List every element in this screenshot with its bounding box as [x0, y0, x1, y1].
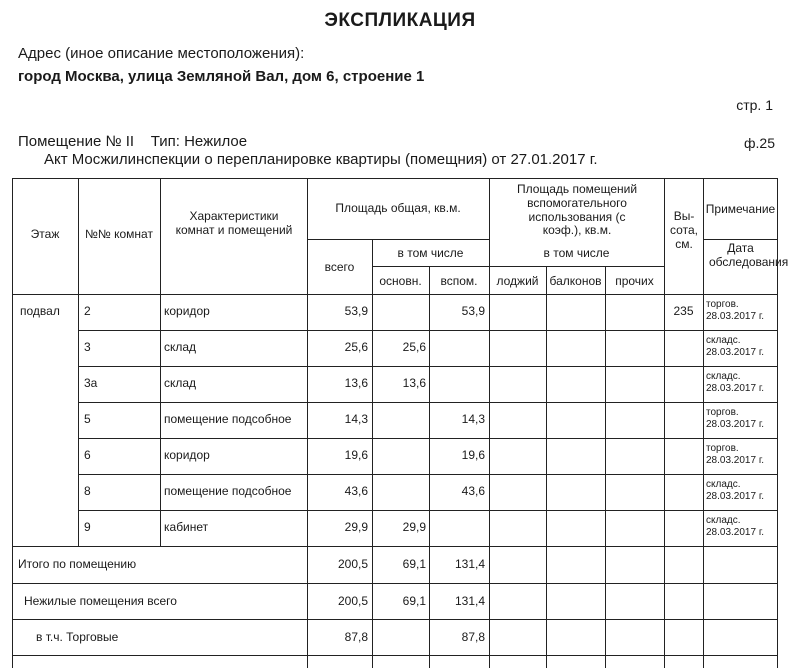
header-survey-date: Дата обследования [709, 241, 789, 269]
header-loggias: лоджий [496, 274, 539, 288]
table-row [12, 366, 778, 402]
cell-name: коридор [164, 448, 210, 462]
header-other: прочих [615, 274, 654, 288]
cell-name: склад [164, 340, 197, 354]
cell-total: 53,9 [344, 304, 368, 318]
cell-total: 19,6 [344, 448, 368, 462]
summary-aux: 131,4 [454, 557, 485, 571]
cell-total: 13,6 [344, 376, 368, 390]
cell-room: 2 [84, 304, 91, 318]
header-aux-area: Площадь помещений вспомогательного использования (с коэф.), кв.м. [516, 182, 638, 238]
summary-row [12, 619, 778, 655]
header-height: Вы-сота, см. [670, 209, 698, 251]
page-number: стр. 1 [736, 97, 773, 113]
table-row [12, 510, 778, 546]
summary-aux: 87,8 [461, 630, 485, 644]
table-row [12, 330, 778, 366]
summary-aux: 131,4 [454, 594, 485, 608]
cell-room: 5 [84, 412, 91, 426]
table-row [12, 294, 778, 330]
header-area-total: Площадь общая, кв.м. [335, 201, 461, 215]
header-aux: вспом. [440, 274, 478, 288]
cell-aux: 14,3 [461, 412, 485, 426]
summary-label: Итого по помещению [18, 557, 137, 571]
cell-room: 8 [84, 484, 91, 498]
cell-height: 235 [673, 304, 694, 318]
header-floor: Этаж [30, 227, 60, 241]
header-room-no: №№ комнат [85, 227, 153, 241]
header-characteristics: Характеристики комнат и помещений [175, 209, 293, 237]
summary-label: Нежилые помещения всего [24, 594, 177, 608]
summary-main: 69,1 [402, 557, 426, 571]
header-remark: Примечание [705, 202, 776, 216]
cell-floor: подвал [20, 304, 60, 318]
act-line: Акт Мосжилинспекции о перепланировке квартиры (помещния) от 27.01.2017 г. [44, 151, 598, 168]
cell-total: 29,9 [344, 520, 368, 534]
cell-note: складс. 28.03.2017 г. [706, 515, 765, 538]
cell-total: 25,6 [344, 340, 368, 354]
cell-aux: 53,9 [461, 304, 485, 318]
header-incl2: в том числе [543, 246, 610, 260]
cell-room: 3a [84, 376, 98, 390]
cell-main: 25,6 [402, 340, 426, 354]
cell-name: коридор [164, 304, 210, 318]
cell-aux: 19,6 [461, 448, 485, 462]
summary-total: 200,5 [337, 594, 368, 608]
header-incl: в том числе [397, 246, 464, 260]
cell-name: кабинет [164, 520, 209, 534]
cell-note: складс. 28.03.2017 г. [706, 479, 765, 502]
cell-aux: 43,6 [461, 484, 485, 498]
cell-main: 13,6 [402, 376, 426, 390]
cell-note: торгов. 28.03.2017 г. [706, 407, 765, 430]
address-value: город Москва, улица Земляной Вал, дом 6, строение 1 [18, 68, 425, 85]
address-label: Адрес (иное описание местоположения): [18, 45, 305, 62]
header-main: основн. [379, 274, 422, 288]
header-total: всего [324, 260, 355, 274]
summary-row [12, 583, 778, 619]
header-balconies: балконов [549, 274, 602, 288]
cell-note: складс. 28.03.2017 г. [706, 335, 765, 358]
cell-name: помещение подсобное [164, 484, 292, 498]
table-row [12, 474, 778, 510]
summary-total: 87,8 [344, 630, 368, 644]
cell-room: 3 [84, 340, 91, 354]
summary-label: в т.ч. Торговые [36, 630, 119, 644]
document-title: ЭКСПЛИКАЦИЯ [324, 10, 476, 31]
summary-row [12, 546, 778, 583]
cell-room: 9 [84, 520, 91, 534]
cell-note: торгов. 28.03.2017 г. [706, 299, 765, 322]
summary-main: 69,1 [402, 594, 426, 608]
cell-note: складс. 28.03.2017 г. [706, 371, 765, 394]
cell-total: 43,6 [344, 484, 368, 498]
table-row [12, 438, 778, 474]
room-type-line: Помещение № II Тип: Нежилое [18, 133, 248, 150]
form-number: ф.25 [744, 135, 775, 151]
summary-total: 200,5 [337, 557, 368, 571]
cell-name: склад [164, 376, 197, 390]
cell-note: торгов. 28.03.2017 г. [706, 443, 765, 466]
table-row [12, 402, 778, 438]
cell-main: 29,9 [402, 520, 426, 534]
explication-table [12, 178, 789, 668]
cell-name: помещение подсобное [164, 412, 292, 426]
cell-room: 6 [84, 448, 91, 462]
cell-total: 14,3 [344, 412, 368, 426]
